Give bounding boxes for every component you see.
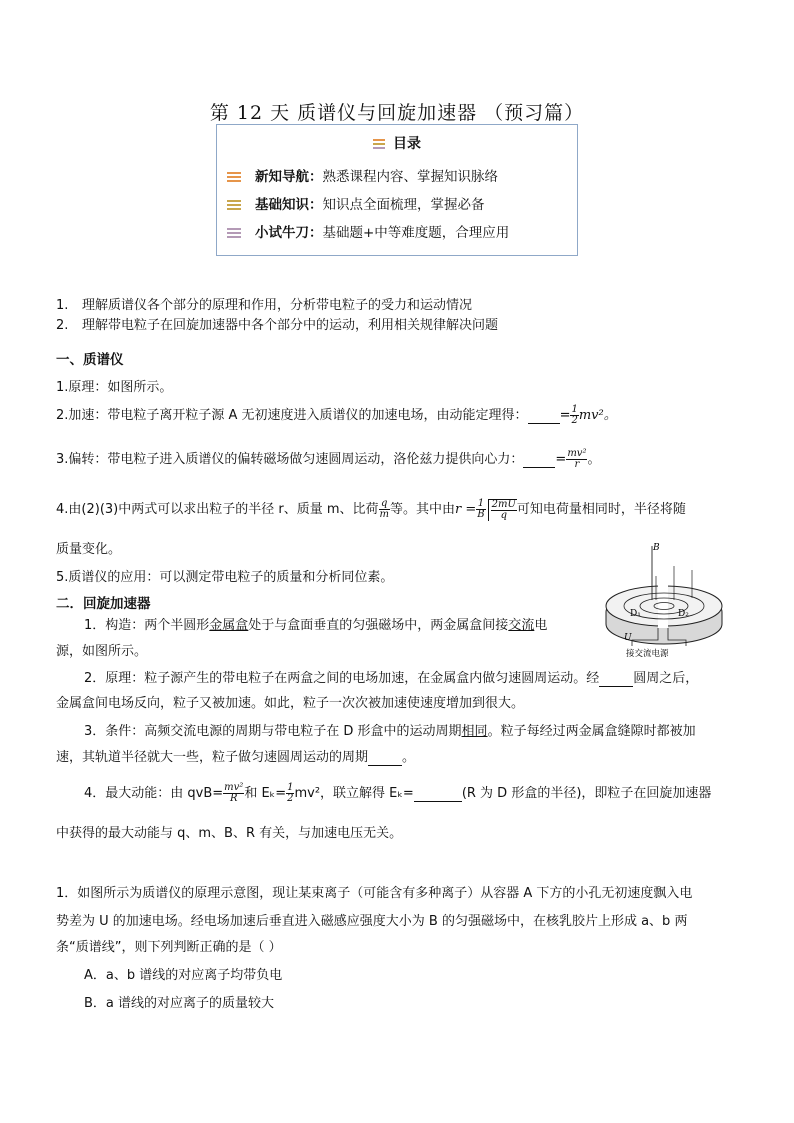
fraction-mv2-R: $\frac{\text{mv²}}{R}$	[224, 782, 244, 804]
section-heading-cyclotron: 二．回旋加速器	[56, 596, 151, 612]
cy-condition: 3．条件：高频交流电源的周期与带电粒子在 D 形盒中的运动周期相同。粒子每经过两金属盒缝隙时都被加	[84, 724, 696, 739]
cyclotron-figure	[596, 540, 746, 658]
ms-radius-formula-cont: 质量变化。	[56, 542, 122, 557]
fraction-q-m: $\frac{q}{m}$	[379, 498, 389, 520]
list-icon	[373, 137, 385, 151]
fraction-half: $\frac{1}{2}$	[571, 404, 578, 426]
ms-radius-formula: 4.由(2)(3)中两式可以求出粒子的半径 r、质量 m、比荷 $\frac{q}{m}$ 等。其中由r = $\frac{1}{B}$ $\frac{2mU}{q}$ 可知电荷量相同时，半径将随	[56, 498, 686, 521]
figure-label-power: 接交流电源	[626, 649, 669, 658]
list-icon	[227, 198, 241, 212]
fraction-half: $\frac{1}{2}$	[287, 782, 294, 804]
page-title: 第 12 天 质谱仪与回旋加速器 （预习篇）	[209, 102, 585, 124]
toc-item-basics: 基础知识：知识点全面梳理，掌握必备	[227, 193, 485, 213]
cy-principle: 2．原理：粒子源产生的带电粒子在两盒之间的电场加速，在金属盒内做匀速圆周运动。经 圆周之后，	[84, 671, 699, 686]
question-stem-line-2: 势差为 U 的加速电场。经电场加速后垂直进入磁感应强度大小为 B 的匀强磁场中，在核乳胶片上形成 a、b 两	[56, 914, 688, 929]
answer-blank[interactable]	[599, 671, 633, 687]
fraction-mv2-r: $\frac{\text{mv²}}{r}$	[567, 448, 587, 470]
goal-1: 1. 理解质谱仪各个部分的原理和作用，分析带电粒子的受力和运动情况	[56, 298, 473, 313]
answer-blank[interactable]	[528, 408, 560, 424]
ms-principle: 1.原理：如图所示。	[56, 380, 173, 395]
question-stem-line-3: 条“质谱线”，则下列判断正确的是（ ）	[56, 940, 282, 955]
toc-item-practice: 小试牛刀：基础题+中等难度题，合理应用	[227, 221, 509, 241]
section-heading-mass-spectrometer: 一、质谱仪	[56, 352, 124, 368]
toc-heading: 目录	[217, 133, 577, 153]
question-stem-line-1: 1．如图所示为质谱仪的原理示意图，现让某束离子（可能含有多种离子）从容器 A 下方的小孔无初速度飘入电	[56, 886, 693, 901]
sqrt-expression: $\frac{2mU}{q}$	[488, 499, 517, 521]
ms-application: 5.质谱仪的应用：可以测定带电粒子的质量和分析同位素。	[56, 570, 394, 585]
figure-label-D1: D₁	[630, 609, 641, 619]
goal-2: 2. 理解带电粒子在回旋加速器中各个部分中的运动，利用相关规律解决问题	[56, 318, 499, 333]
cy-structure: 1．构造：两个半圆形金属盒处于与盒面垂直的匀强磁场中，两金属盒间接交流电	[84, 618, 548, 633]
figure-label-U: U	[624, 633, 632, 643]
option-a[interactable]: A．a、b 谱线的对应离子均带负电	[84, 968, 283, 983]
fraction-1-B: $\frac{1}{B}$	[477, 498, 485, 520]
cy-max-kinetic-energy: 4．最大动能：由 qvB= $\frac{\text{mv²}}{R}$ 和 Eₖ= $\frac{1}{2}$ mv²，联立解得 Eₖ= (R 为 D 形盒的半径)，即粒子在回旋加速器	[84, 782, 712, 804]
answer-blank[interactable]	[368, 750, 402, 766]
cy-max-kinetic-energy-cont: 中获得的最大动能与 q、m、B、R 有关，与加速电压无关。	[56, 826, 403, 841]
figure-label-D2: D₂	[678, 609, 689, 619]
answer-blank[interactable]	[523, 452, 555, 468]
ms-deflection: 3.偏转：带电粒子进入质谱仪的偏转磁场做匀速圆周运动，洛伦兹力提供向心力： = $\frac{\text{mv²}}{r}$ 。	[56, 448, 601, 470]
figure-label-B: B	[653, 543, 660, 553]
cy-condition-cont: 速，其轨道半径就大一些，粒子做匀速圆周运动的周期 。	[56, 750, 416, 765]
table-of-contents	[216, 124, 578, 256]
cy-principle-cont: 金属盒间电场反向，粒子又被加速。如此，粒子一次次被加速使速度增加到很大。	[56, 696, 525, 711]
list-icon	[227, 170, 241, 184]
answer-blank[interactable]	[414, 786, 462, 802]
toc-item-new-knowledge: 新知导航：熟悉课程内容、掌握知识脉络	[227, 165, 498, 185]
list-icon	[227, 226, 241, 240]
option-b[interactable]: B．a 谱线的对应离子的质量较大	[84, 996, 275, 1011]
ms-acceleration: 2.加速：带电粒子离开粒子源 A 无初速度进入质谱仪的加速电场，由动能定理得： = $\frac{1}{2}$ mv²。	[56, 404, 617, 426]
cy-structure-cont: 源，如图所示。	[56, 644, 148, 659]
